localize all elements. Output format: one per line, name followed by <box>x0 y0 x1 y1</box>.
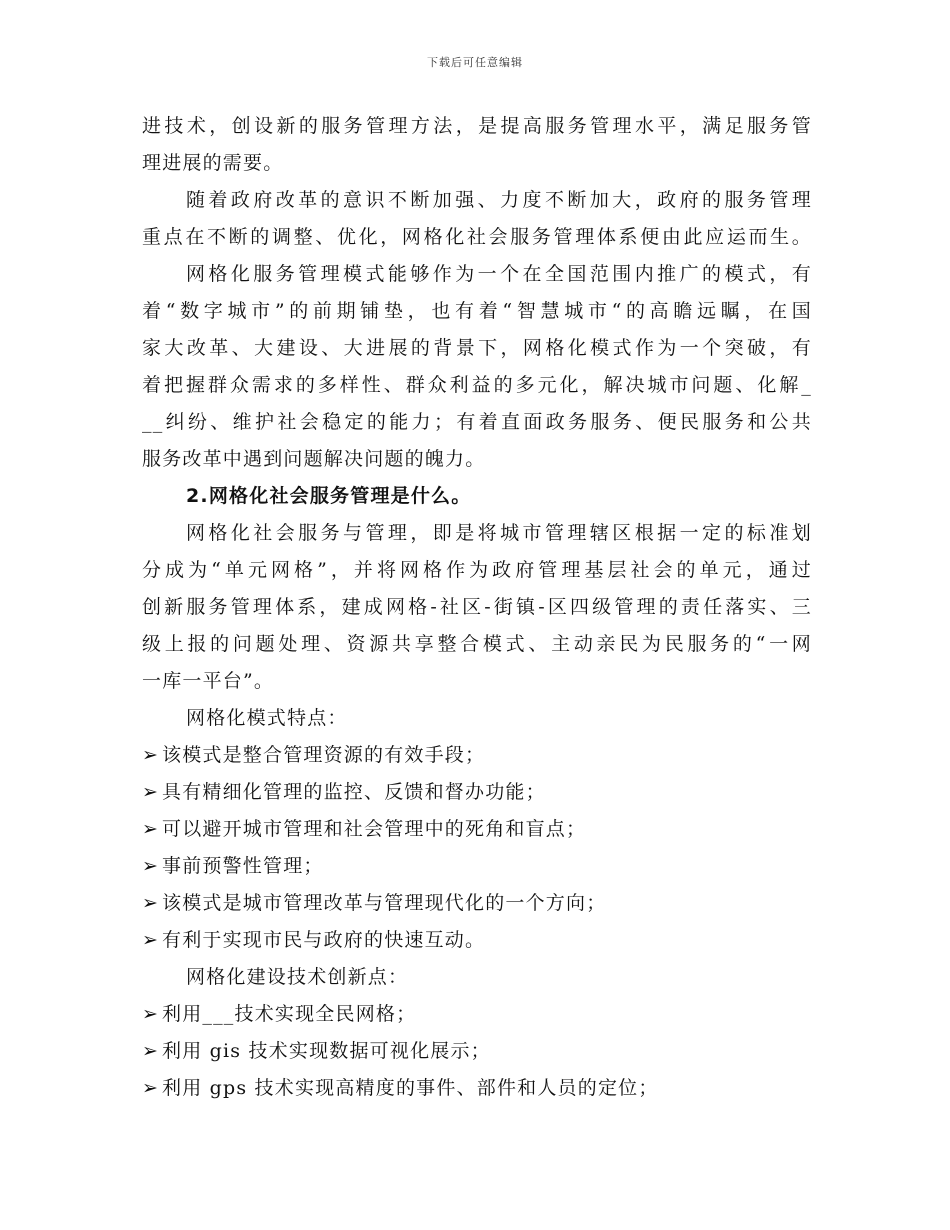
feature-bullet <box>142 737 812 774</box>
text-line: 创新服务管理体系，建成网格-社区-街镇-区四级管理的责任落实、三 <box>142 596 812 618</box>
text-line: __纠纷、维护社会稳定的能力；有着直面政务服务、便民服务和公共 <box>142 411 812 433</box>
feature-bullet <box>142 922 812 959</box>
feature-bullet <box>142 848 812 885</box>
tech-bullet <box>142 1070 812 1107</box>
page-header: 下载后可任意编辑 <box>427 56 523 69</box>
arrow-bullet-icon: ➢ <box>142 1040 160 1062</box>
tech-bullet <box>142 1033 812 1070</box>
arrow-bullet-icon: ➢ <box>142 744 160 766</box>
feature-text: 有利于实现市民与政府的快速互动。 <box>162 929 486 951</box>
tech-text: 利用 gps 技术实现高精度的事件、部件和人员的定位； <box>162 1077 659 1099</box>
arrow-bullet-icon: ➢ <box>142 892 160 914</box>
arrow-bullet-icon: ➢ <box>142 1003 160 1025</box>
text-line: 家大改革、大建设、大进展的背景下，网格化模式作为一个突破，有 <box>142 337 812 359</box>
text-line: 理进展的需要。 <box>142 152 284 174</box>
tech-text: 利用___技术实现全民网格； <box>162 1003 417 1025</box>
feature-bullet <box>142 811 812 848</box>
paragraph-start-line: 随着政府改革的意识不断加强、力度不断加大，政府的服务管理 <box>186 189 812 211</box>
tech-heading: 网格化建设技术创新点： <box>186 966 409 988</box>
arrow-bullet-icon: ➢ <box>142 818 160 840</box>
text-line: 着把握群众需求的多样性、群众利益的多元化，解决城市问题、化解_ <box>142 374 812 396</box>
text-line: 分成为“单元网格”，并将网格作为政府管理基层社会的单元，通过 <box>142 559 812 581</box>
feature-bullet <box>142 885 812 922</box>
paragraph-start-line: 网格化服务管理模式能够作为一个在全国范围内推广的模式，有 <box>186 263 812 285</box>
document-body <box>142 108 812 1107</box>
arrow-bullet-icon: ➢ <box>142 929 160 951</box>
arrow-bullet-icon: ➢ <box>142 781 160 803</box>
feature-text: 具有精细化管理的监控、反馈和督办功能； <box>162 781 546 803</box>
text-line: 级上报的问题处理、资源共享整合模式、主动亲民为民服务的“一网 <box>142 633 812 655</box>
text-line: 服务改革中遇到问题解决问题的魄力。 <box>142 448 486 470</box>
text-line: 重点在不断的调整、优化，网格化社会服务管理体系便由此应运而生。 <box>142 226 812 248</box>
tech-text: 利用 gis 技术实现数据可视化展示； <box>162 1040 491 1062</box>
feature-text: 可以避开城市管理和社会管理中的死角和盲点； <box>162 818 587 840</box>
arrow-bullet-icon: ➢ <box>142 855 160 877</box>
feature-text: 该模式是整合管理资源的有效手段； <box>162 744 486 766</box>
text-line: 进技术，创设新的服务管理方法，是提高服务管理水平，满足服务管 <box>142 115 812 137</box>
tech-bullet <box>142 996 812 1033</box>
feature-text: 事前预警性管理； <box>162 855 324 877</box>
paragraph-start-line: 网格化社会服务与管理，即是将城市管理辖区根据一定的标准划 <box>186 522 812 544</box>
text-line: 一库一平台”。 <box>142 670 275 692</box>
feature-text: 该模式是城市管理改革与管理现代化的一个方向； <box>162 892 607 914</box>
feature-bullet <box>142 774 812 811</box>
features-heading: 网格化模式特点： <box>186 707 348 729</box>
section-heading: 2.网格化社会服务管理是什么。 <box>186 485 472 507</box>
text-line: 着“数字城市”的前期铺垫，也有着“智慧城市“的高瞻远瞩，在国 <box>142 300 812 322</box>
arrow-bullet-icon: ➢ <box>142 1077 160 1099</box>
